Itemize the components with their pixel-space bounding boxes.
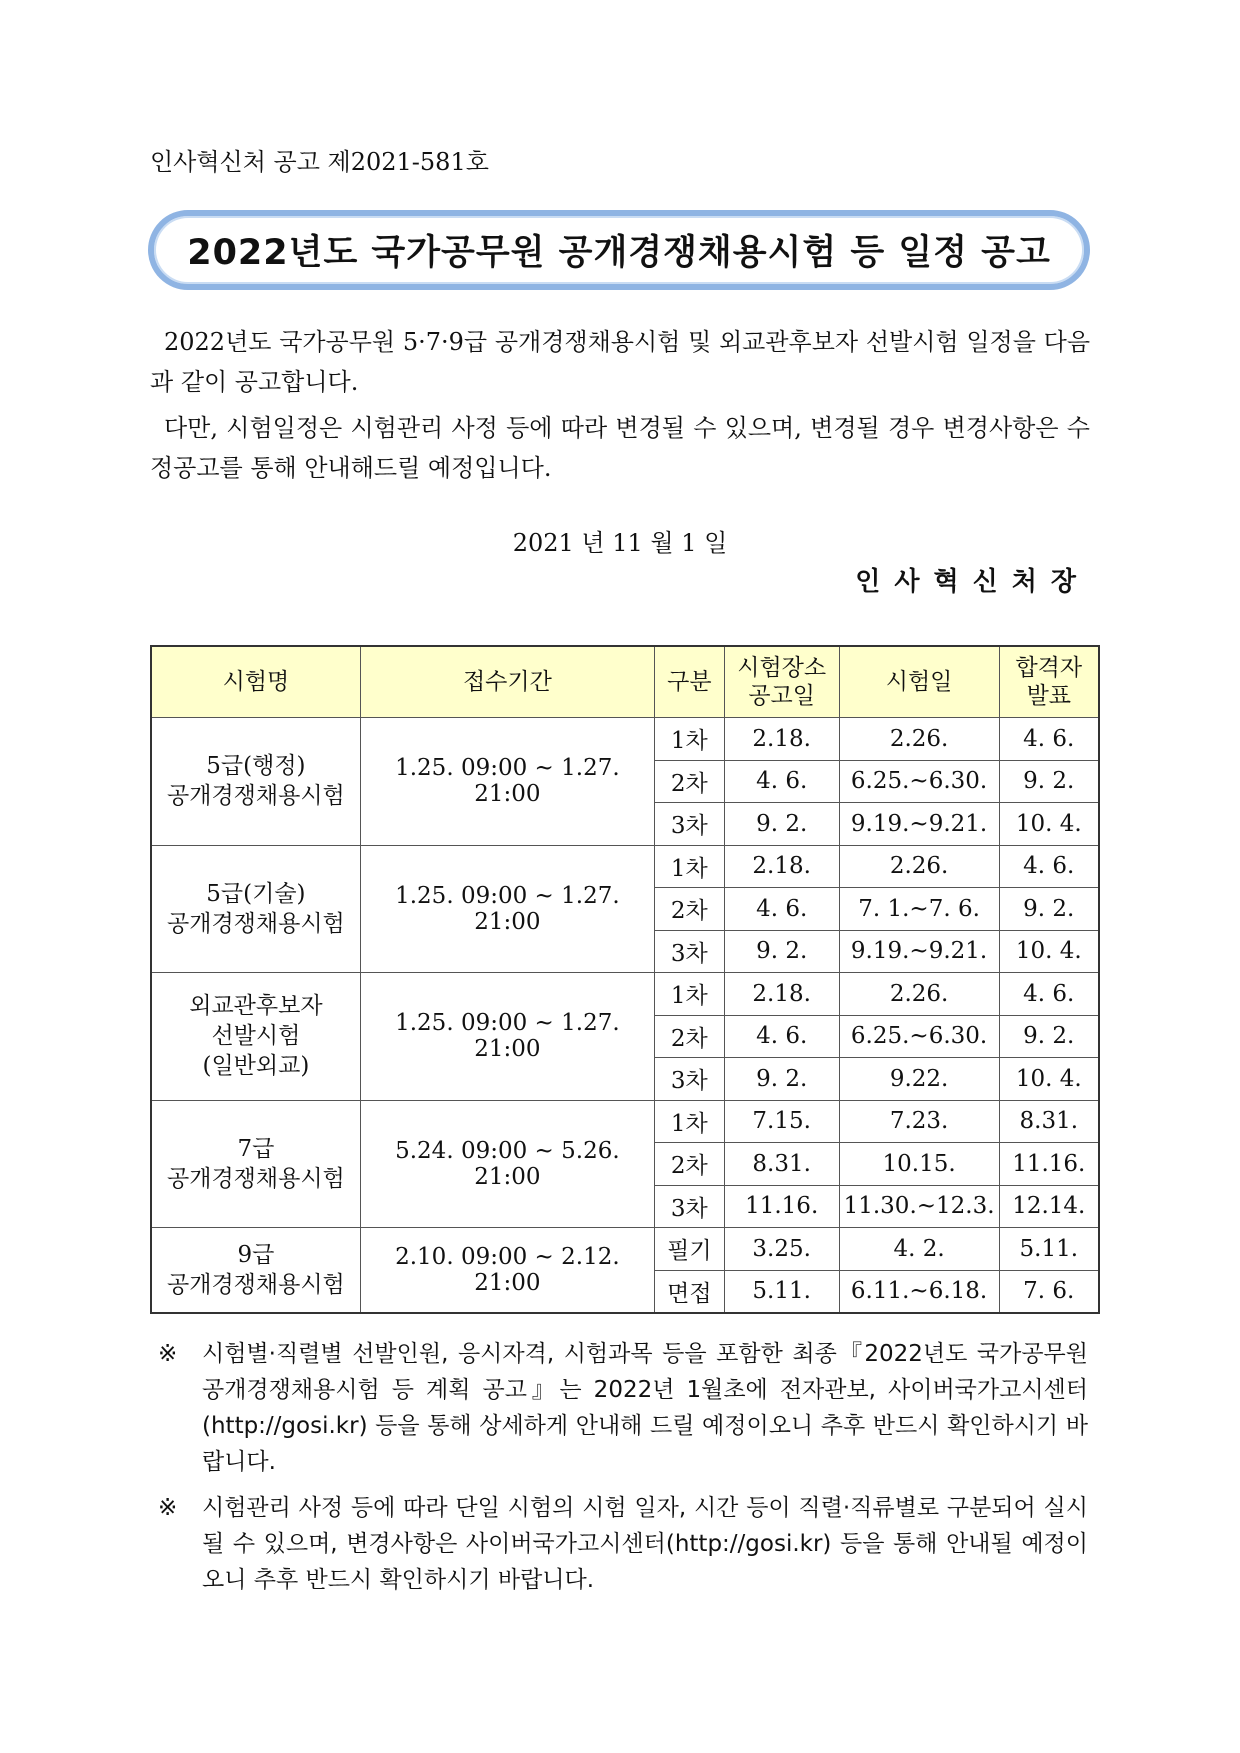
header-result-announcement: 합격자 발표 (999, 646, 1099, 718)
result-date-cell: 10. 4. (999, 930, 1099, 973)
notice-number: 인사혁신처 공고 제2021-581호 (150, 148, 489, 176)
stage-cell: 3차 (654, 803, 724, 846)
table-row (151, 718, 1099, 761)
venue-notice-date-cell: 2.18. (724, 718, 839, 761)
note-text: 시험별·직렬별 선발인원, 응시자격, 시험과목 등을 포함한 최종『2022년도 국가공무원 공개경쟁채용시험 등 계획 공고』는 2022년 1월초에 전자관보, 사이버국가고시센터(http://gosi.kr) 등을 통해 상세하게 안내해 드릴 예정이오니 추후 반드시 확인하시기 바랍니다. (202, 1341, 1088, 1475)
stage-cell: 2차 (654, 888, 724, 931)
exam-name-cell (151, 1228, 360, 1314)
venue-notice-date-cell: 7.15. (724, 1100, 839, 1143)
exam-date-cell: 10.15. (839, 1143, 999, 1186)
venue-notice-date-cell: 9. 2. (724, 1058, 839, 1101)
venue-notice-date-cell: 4. 6. (724, 1015, 839, 1058)
exam-date-cell: 4. 2. (839, 1228, 999, 1271)
page-title: 2022년도 국가공무원 공개경쟁채용시험 등 일정 공고 (187, 233, 1051, 273)
result-date-cell: 9. 2. (999, 760, 1099, 803)
result-date-cell: 4. 6. (999, 973, 1099, 1016)
exam-name-line: 공개경쟁채용시험 (167, 1272, 345, 1298)
exam-date-cell: 6.25.~6.30. (839, 760, 999, 803)
exam-date-cell: 2.26. (839, 718, 999, 761)
application-period-cell: 1.25. 09:00 ~ 1.27. 21:00 (360, 718, 654, 846)
header-exam-date: 시험일 (839, 646, 999, 718)
exam-name-line: 공개경쟁채용시험 (167, 910, 345, 937)
exam-name-line: 5급(행정) (206, 753, 306, 780)
exam-date-cell: 6.25.~6.30. (839, 1015, 999, 1058)
stage-cell: 1차 (654, 1100, 724, 1143)
note-item (158, 1490, 1088, 1598)
table-row (151, 1228, 1099, 1271)
stage-cell: 3차 (654, 930, 724, 973)
venue-notice-date-cell: 8.31. (724, 1143, 839, 1186)
venue-notice-date-cell: 3.25. (724, 1228, 839, 1271)
stage-cell: 1차 (654, 973, 724, 1016)
exam-name-cell (151, 973, 360, 1101)
exam-name-line: 선발시험 (211, 1023, 301, 1050)
exam-name-line: 5급(기술) (206, 880, 306, 907)
announcement-date: 2021 년 11 월 1 일 (512, 529, 728, 557)
venue-notice-date-cell: 5.11. (724, 1270, 839, 1313)
venue-notice-date-cell: 4. 6. (724, 760, 839, 803)
exam-date-cell: 11.30.~12.3. (839, 1185, 999, 1228)
header-application-period: 접수기간 (360, 646, 654, 718)
exam-name-cell (151, 845, 360, 973)
table-body (151, 718, 1099, 1314)
venue-notice-date-cell: 11.16. (724, 1185, 839, 1228)
venue-notice-date-cell: 9. 2. (724, 803, 839, 846)
stage-cell: 3차 (654, 1058, 724, 1101)
table-header-row (151, 646, 1099, 718)
result-date-cell: 7. 6. (999, 1270, 1099, 1313)
note-text: 시험관리 사정 등에 따라 단일 시험의 시험 일자, 시간 등이 직렬·직류별로 구분되어 실시될 수 있으며, 변경사항은 사이버국가고시센터(http://gosi.kr) 등을 통해 안내될 예정이오니 추후 반드시 확인하시기 바랍니다. (202, 1495, 1088, 1593)
stage-cell: 1차 (654, 845, 724, 888)
exam-name-line: (일반외교) (202, 1053, 310, 1080)
table-row (151, 845, 1099, 888)
result-date-cell: 9. 2. (999, 1015, 1099, 1058)
exam-name-cell (151, 718, 360, 846)
result-date-cell: 10. 4. (999, 1058, 1099, 1101)
exam-name-cell (151, 1100, 360, 1228)
stage-cell: 2차 (654, 1143, 724, 1186)
application-period-cell: 1.25. 09:00 ~ 1.27. 21:00 (360, 845, 654, 973)
exam-date-cell: 6.11.~6.18. (839, 1270, 999, 1313)
reference-mark-icon: ※ (158, 1341, 178, 1367)
result-date-cell: 9. 2. (999, 888, 1099, 931)
venue-notice-date-cell: 2.18. (724, 973, 839, 1016)
notice-paragraph: 다만, 시험일정은 시험관리 사정 등에 따라 변경될 수 있으며, 변경될 경우 변경사항은 수정공고를 통해 안내해드릴 예정입니다. (150, 414, 1090, 482)
table-row (151, 973, 1099, 1016)
exam-date-cell: 2.26. (839, 973, 999, 1016)
stage-cell: 1차 (654, 718, 724, 761)
application-period-cell: 5.24. 09:00 ~ 5.26. 21:00 (360, 1100, 654, 1228)
venue-notice-date-cell: 4. 6. (724, 888, 839, 931)
stage-cell: 3차 (654, 1185, 724, 1228)
stage-cell: 면접 (654, 1270, 724, 1313)
result-date-cell: 10. 4. (999, 803, 1099, 846)
reference-mark-icon: ※ (158, 1495, 178, 1521)
stage-cell: 필기 (654, 1228, 724, 1271)
header-stage: 구분 (654, 646, 724, 718)
intro-paragraph: 2022년도 국가공무원 5·7·9급 공개경쟁채용시험 및 외교관후보자 선발시험 일정을 다음과 같이 공고합니다. (150, 328, 1090, 396)
exam-name-line: 공개경쟁채용시험 (167, 1165, 345, 1192)
result-date-cell: 5.11. (999, 1228, 1099, 1271)
exam-date-cell: 7. 1.~7. 6. (839, 888, 999, 931)
title-banner (148, 210, 1090, 290)
application-period-cell: 1.25. 09:00 ~ 1.27. 21:00 (360, 973, 654, 1101)
table-row (151, 1100, 1099, 1143)
exam-name-line: 외교관후보자 (189, 993, 323, 1020)
exam-schedule-table (150, 645, 1100, 1314)
venue-notice-date-cell: 9. 2. (724, 930, 839, 973)
stage-cell: 2차 (654, 1015, 724, 1058)
exam-date-cell: 2.26. (839, 845, 999, 888)
exam-date-cell: 9.22. (839, 1058, 999, 1101)
note-item (158, 1336, 1088, 1480)
application-period-cell: 2.10. 09:00 ~ 2.12. 21:00 (360, 1228, 654, 1314)
result-date-cell: 12.14. (999, 1185, 1099, 1228)
header-venue-notice-date: 시험장소 공고일 (724, 646, 839, 718)
result-date-cell: 4. 6. (999, 718, 1099, 761)
venue-notice-date-cell: 2.18. (724, 845, 839, 888)
issuer: 인사혁신처장 (855, 567, 1090, 597)
header-exam-name: 시험명 (151, 646, 360, 718)
exam-name-line: 7급 (237, 1135, 275, 1162)
exam-date-cell: 9.19.~9.21. (839, 803, 999, 846)
result-date-cell: 8.31. (999, 1100, 1099, 1143)
notes-section (158, 1336, 1088, 1608)
stage-cell: 2차 (654, 760, 724, 803)
exam-date-cell: 9.19.~9.21. (839, 930, 999, 973)
exam-name-line: 공개경쟁채용시험 (167, 783, 345, 810)
exam-name-line: 9급 (237, 1242, 275, 1268)
result-date-cell: 4. 6. (999, 845, 1099, 888)
result-date-cell: 11.16. (999, 1143, 1099, 1186)
exam-date-cell: 7.23. (839, 1100, 999, 1143)
